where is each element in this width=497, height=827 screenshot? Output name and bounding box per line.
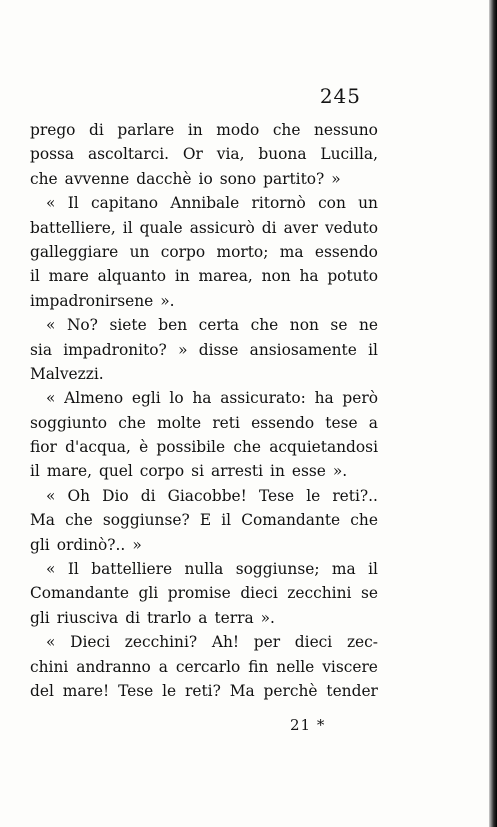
text-line [30,557,378,581]
word: soggiunto [30,413,108,432]
word: aver [283,218,318,237]
word: « [46,560,56,579]
word: che [65,511,93,530]
word: » [178,340,188,359]
text-line [30,484,378,508]
word: Lucilla, [320,145,378,164]
word: Annibale [170,194,240,213]
word: mare, [46,462,92,481]
word: molte [157,413,202,432]
word: promise [167,584,231,603]
word: ordinò?.. [56,535,126,554]
word: « [46,389,56,408]
word: se [330,316,348,335]
word: Dieci [70,633,111,652]
word: soggiunse; [235,560,320,579]
word: non [261,267,291,286]
word: quel [99,462,133,481]
word: con [318,194,346,213]
word: andranno [76,657,151,676]
word: terra [214,608,254,627]
word: che [272,121,301,139]
word: avvenne [64,169,130,188]
word: Comandante [241,511,341,530]
word: ne [358,316,378,335]
word: soggiunse? [102,511,190,530]
word: ascoltarci. [87,145,170,164]
text-line [30,606,378,630]
word: veduto [324,218,378,237]
word: un [358,194,378,213]
word: partito? [263,169,325,188]
word: Malvezzi. [30,364,104,383]
word: E [199,511,212,530]
word: il [221,511,232,530]
word: prego [30,121,76,139]
page-edge-shadow [489,0,497,827]
word: perchè [263,681,318,700]
word: è [139,438,149,457]
word: nelle [276,657,315,676]
word: Il [67,194,79,213]
word: capitano [90,194,159,213]
word: zecchini [287,584,352,603]
word: il [122,218,133,237]
text-line [30,411,378,435]
word: galleggiare [30,242,119,261]
word: in [174,267,190,286]
word: Or [182,145,203,164]
word: il [30,462,40,481]
word: Comandante [30,584,129,603]
word: di [125,608,140,627]
word: parlare [117,121,175,139]
text-line [30,459,378,483]
word: Ma [229,681,255,700]
word: dieci [240,584,278,603]
word: dacchè [136,169,192,188]
word: che [250,316,279,335]
text-line [30,289,378,313]
word: io [198,169,213,188]
word: ». [332,462,348,481]
word: « [46,486,56,505]
text-line [30,264,378,288]
word: corpo [160,242,206,261]
word: tender [326,681,378,700]
word: potuto [327,267,378,286]
word: le [162,681,177,700]
word: le [306,486,321,505]
word: zecchini? [124,633,198,652]
word: ma [279,242,304,261]
word: mare [48,267,89,286]
page-number: 245 [319,84,361,108]
word: non [289,316,319,335]
word: sia [30,340,52,359]
text-line [30,630,378,654]
word: » [331,169,341,188]
word: chini [30,657,69,676]
word: via, [216,145,245,164]
word: dieci [294,633,333,652]
word: nulla [184,560,224,579]
word: gli [138,584,159,603]
word: riusciva [56,608,119,627]
word: ma [331,560,356,579]
word: Dio [102,486,129,505]
word: il [368,560,378,579]
text-line [30,386,378,410]
word: che [350,511,378,530]
text-line [30,118,378,142]
text-line [30,679,378,703]
word: essendo [314,242,378,261]
body-text [30,118,378,703]
word: un [129,242,150,261]
word: di [261,218,277,237]
word: ben [158,316,188,335]
word: ha [299,267,319,286]
word: « [46,316,56,335]
word: mare! [62,681,110,700]
text-line [30,142,378,166]
word: possibile [156,438,226,457]
word: il [368,340,378,359]
word: corpo [139,462,185,481]
word: d'acqua, [65,438,131,457]
word: in [187,121,203,139]
text-line [30,581,378,605]
text-line [30,362,378,386]
word: buona [258,145,307,164]
word: viscere [322,657,378,676]
word: « [46,633,56,652]
word: Oh [67,486,91,505]
word: Tese [258,486,295,505]
word: acquietandosi [269,438,378,457]
word: Ah! [211,633,240,652]
word: modo [216,121,260,139]
word: in [270,462,285,481]
word: esse [291,462,326,481]
word: di [89,121,104,139]
word: che [118,413,146,432]
word: ritornò [251,194,306,213]
word: ». [260,608,275,627]
word: fin [248,657,269,676]
word: di [140,486,156,505]
word: per [253,633,281,652]
word: alquanto [97,267,167,286]
word: del [30,681,54,700]
word: gli [30,535,50,554]
text-line [30,167,378,191]
word: a [198,608,208,627]
word: » [132,535,142,554]
word: cercarlo [175,657,241,676]
word: disse [198,340,239,359]
word: possa [30,145,75,164]
word: nessuno [314,121,378,139]
word: sono [219,169,257,188]
word: essendo [251,413,315,432]
word: « [46,194,56,213]
word: Il [67,560,79,579]
word: Giacobbe! [167,486,247,505]
word: se [360,584,378,603]
word: ». [160,291,175,310]
text-line [30,435,378,459]
word: battelliere [91,560,173,579]
word: No? [66,316,98,335]
word: ha [192,389,212,408]
word: assicurato: [220,389,306,408]
word: reti?.. [332,486,378,505]
word: reti [212,413,240,432]
word: zec- [346,633,378,652]
word: a [368,413,378,432]
text-line [30,533,378,557]
word: ha [314,389,334,408]
text-line [30,216,378,240]
printer-signature-mark: 21 * [290,716,326,734]
text-line [30,313,378,337]
word: quale [139,218,183,237]
word: trarlo [147,608,192,627]
word: marea, [198,267,253,286]
word: Tese [118,681,154,700]
word: fior [30,438,57,457]
word: battelliere, [30,218,116,237]
word: siete [109,316,147,335]
text-line [30,240,378,264]
word: che [30,169,58,188]
word: impadronirsene [30,291,154,310]
text-line [30,191,378,215]
word: ansiosamente [249,340,357,359]
word: assicurò [189,218,255,237]
word: impadronito? [63,340,167,359]
word: arresti [211,462,264,481]
word: lo [169,389,184,408]
text-line [30,655,378,679]
word: certa [198,316,240,335]
word: egli [131,389,161,408]
word: che [233,438,261,457]
word: a [158,657,168,676]
word: Ma [30,511,55,530]
word: gli [30,608,50,627]
word: reti? [185,681,221,700]
word: si [191,462,204,481]
word: Almeno [64,389,124,408]
word: il [30,267,40,286]
text-line [30,508,378,532]
word: però [342,389,378,408]
word: tese [325,413,358,432]
text-line [30,338,378,362]
word: morto; [216,242,269,261]
